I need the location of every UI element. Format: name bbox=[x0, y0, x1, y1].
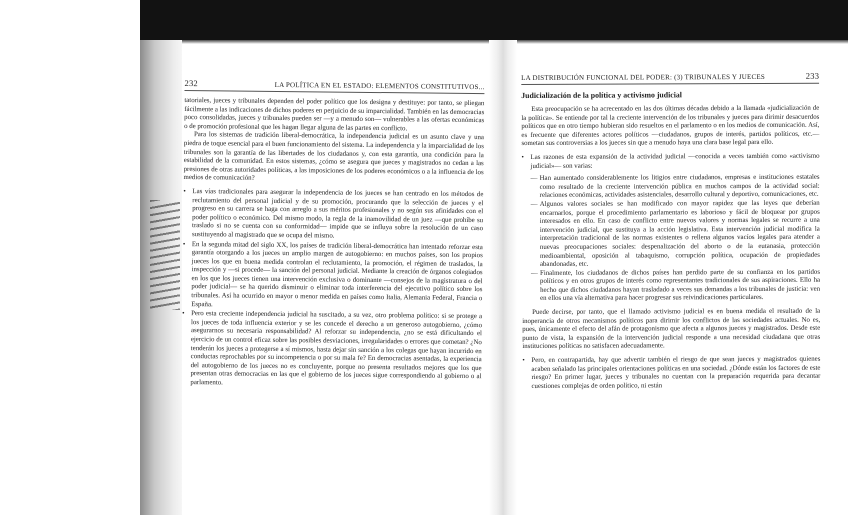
right-paragraph: Esta preocupación se ha acrecentado en las dos últimas décadas debido a la llamada «judicialización de la política». Se entiende por tal la creciente intervención de los tribunales y jueces para dirimir desacuerdos políticos que en otro tiempo hubieran sido resueltos en el parlamento o en los medios de comunicación. Así, es frecuente que diferentes actores políticos —ciudadanos, grupos de interés, partidos políticos, etc.— sometan sus controversias a los jueces sin que a menudo haya una clara base legal para ello. bbox=[521, 104, 820, 148]
left-bullet-text: Pero esta creciente independencia judicial ha suscitado, a su vez, otro problema político: si se protege a los jueces de toda influencia exterior y se les concede el derecho a un generoso autogobierno, ¿cómo asegurarnos su necesaria responsabilidad? Al reforzar su independencia, ¿no se está dificultando el ejercicio de un control eficaz sobre las posibles desviaciones, irregularidades o errores que cometan? ¿No tenderán los jueces a protegerse a sí mismos, hasta dejar sin sanción a los colegas que hayan incurrido en conductas reprochables por su incompetencia o por su mala fe? En democracias asentadas, la experiencia del autogobierno de los jueces no es concluyente, porque no presenta resultados mejores que los que presentan otras democracias en las que el gobierno de los jueces sigue correspondiendo al gobierno o al parlamento. bbox=[190, 310, 483, 387]
left-bullet-item bbox=[181, 310, 482, 390]
left-paragraph: tatoriales, jueces y tribunales dependen del poder político que los designa y destituye: por tanto, se pliegan fácilmente a las indicaciones de dichos poderes en perjuicio de su imparcialidad. También en las democracias poco consolidadas, jueces y tribunales pueden ser —y a menudo son— vulnerables a las ofertas económicas o de promoción profesional que les hagan llegar alguna de las partes en conflicto. bbox=[184, 96, 485, 133]
left-bullet-text: Las vías tradicionales para asegurar la independencia de los jueces se han centrado en los métodos de reclutamiento del personal judicial y de su promoción, procurando que la selección de jueces y el progreso en su carrera se haga con arreglo a sus méritos profesionales y no según sus afinidades con el poder político o económico. Del mismo modo, la regla de la inamovilidad de un juez —que prohíbe su traslado si no se cuenta con su conformidad— impide que se influya sobre la resolución de un caso sustituyendo al magistrado que se ocupa del mismo. bbox=[191, 188, 484, 240]
right-bullet-list bbox=[521, 153, 819, 171]
left-page bbox=[180, 40, 485, 515]
dash-item-text: Algunos valores sociales se han modificado con mayor rapidez que las leyes que deberían encarnarlos, porque el procedimiento parlamentario es laborioso y fácil de bloquear por grupos interesados en ello. En caso de conflicto entre nuevos valores y normas legales se recurre a una intervención judicial, que sustituya a la acción legislativa. Esta intervención judicial modifica la interpretación tradicional de las normas existentes o rellena algunos vacíos legales para atender a nuevas preocupaciones sociales: despenalización del aborto o de la eutanasia, protección medioambiental, oposición al tabaquismo, corrupción política, ocupación de propiedades abandonadas, etc. bbox=[539, 199, 820, 269]
right-bullet-text: Las razones de esta expansión de la actividad judicial —conocida a veces también como «activismo judicial»— son varias: bbox=[530, 152, 820, 170]
left-bullet-item bbox=[183, 188, 484, 243]
bullet-glyph: • bbox=[182, 240, 186, 248]
section-title: Judicialización de la política y activismo judicial bbox=[521, 90, 682, 100]
left-page-body bbox=[181, 97, 484, 391]
dash-item bbox=[531, 174, 820, 201]
left-paragraph: Para los sistemas de tradición liberal-democrática, la independencia judicial es un asunto clave y una piedra de toque esencial para el buen funcionamiento del sistema. La independencia y la imparcialidad de los tribunales son la garantía de las libertades de los ciudadanos y, con esta garantía, una condición para la estabilidad de la comunidad. En estos sistemas, ¿cómo se asegura que jueces y magistrados no cedan a las presiones de otras autoridades políticas, a las imposiciones de los poderes económicos o a la influencia de los medios de comunicación? bbox=[183, 131, 485, 183]
left-page-header bbox=[184, 78, 484, 94]
left-bullet-list bbox=[181, 188, 483, 391]
left-bullet-item bbox=[182, 240, 483, 312]
right-page-number: 233 bbox=[805, 70, 820, 81]
scanner-top-shadow bbox=[140, 0, 848, 40]
dash-glyph: — bbox=[530, 200, 538, 208]
bullet-glyph: • bbox=[183, 187, 186, 195]
right-paragraph: Puede decirse, por tanto, que el llamado activismo judicial es en buena medida el resultado de la inoperancia de otros mecanismos políticos para dirimir los conflictos de las sociedades actuales. No es, pues, únicamente el efecto del afán de protagonismo que afecta a algunos jueces y magistrados. Desde este punto de vista, la expansión de la intervención judicial responde a una necesidad ciudadana que otras instituciones políticas no satisfacen adecuadamente. bbox=[522, 307, 821, 351]
bullet-glyph: • bbox=[522, 357, 525, 365]
right-bullet-item bbox=[521, 153, 819, 171]
right-running-head: LA DISTRIBUCIÓN FUNCIONAL DEL PODER: (3) TRIBUNALES Y JUECES bbox=[521, 72, 765, 82]
right-page-header bbox=[521, 71, 819, 85]
left-bullet-text: En la segunda mitad del siglo XX, los países de tradición liberal-democrática han intentado reforzar esta garantía otorgando a los jueces un amplio margen de autogobierno: en muchos países, son los propios jueces los que en buena medida controlan el reclutamiento, la promoción, el régimen de traslados, la inspección y —si procede— la sanción del personal judicial. Mediante la creación de órganos colegiados en los que los jueces tienen una intervención exclusiva o dominante —consejos de la magistratura o del poder judicial— se ha querido disminuir o eliminar toda interferencia del ejecutivo político sobre los tribunales. Así ha ocurrido en mayor o menor medida en países como Italia, Alemania Federal, Francia o España. bbox=[191, 240, 483, 308]
right-bullet-item bbox=[522, 356, 820, 392]
left-running-head: LA POLÍTICA EN EL ESTADO: ELEMENTOS CONSTITUTIVOS... bbox=[274, 80, 485, 92]
page-edge-speckle bbox=[150, 200, 180, 310]
dash-item bbox=[531, 200, 820, 270]
dash-item-text: Finalmente, los ciudadanos de dichos países han perdido parte de su confianza en los partidos políticos y en otros grupos de interés como representantes tradicionales de sus aspiraciones. Ello ha hecho que dichos ciudadanos hayan trasladado a veces sus demandas a los tribunales de justicia: ven en ellos una vía alternativa para hacer progresar sus reivindicaciones particulares. bbox=[539, 268, 821, 303]
dash-glyph: — bbox=[530, 175, 538, 183]
right-bullet-list bbox=[522, 356, 820, 392]
right-page-body bbox=[521, 90, 820, 392]
right-bullet-text: Pero, en contrapartida, hay que advertir también el riesgo de que sean jueces y magistrados quienes acaben señalado las principales orientaciones políticas en una sociedad. ¿Dónde están los factores de este riesgo? En primer lugar, jueces y tribunales no cuentan con la preparación requerida para decantar cuestiones complejas de orden político, ni están bbox=[531, 355, 821, 390]
left-page-number: 232 bbox=[184, 77, 198, 89]
dash-item bbox=[531, 268, 820, 304]
bullet-glyph: • bbox=[182, 310, 185, 318]
bullet-glyph: • bbox=[521, 153, 524, 161]
right-page bbox=[521, 41, 821, 515]
dash-item-text: Han aumentado considerablemente los litigios entre ciudadanos, empresas e instituciones estatales como resultado de la creciente intervención pública en muchos campos de la actividad social: relaciones económicas, actividades asistenciales, desarrollo cultural y deportivo, comunicaciones, etc. bbox=[539, 173, 820, 200]
dash-list bbox=[531, 174, 821, 304]
book-gutter bbox=[489, 40, 517, 515]
dash-glyph: — bbox=[530, 269, 538, 277]
